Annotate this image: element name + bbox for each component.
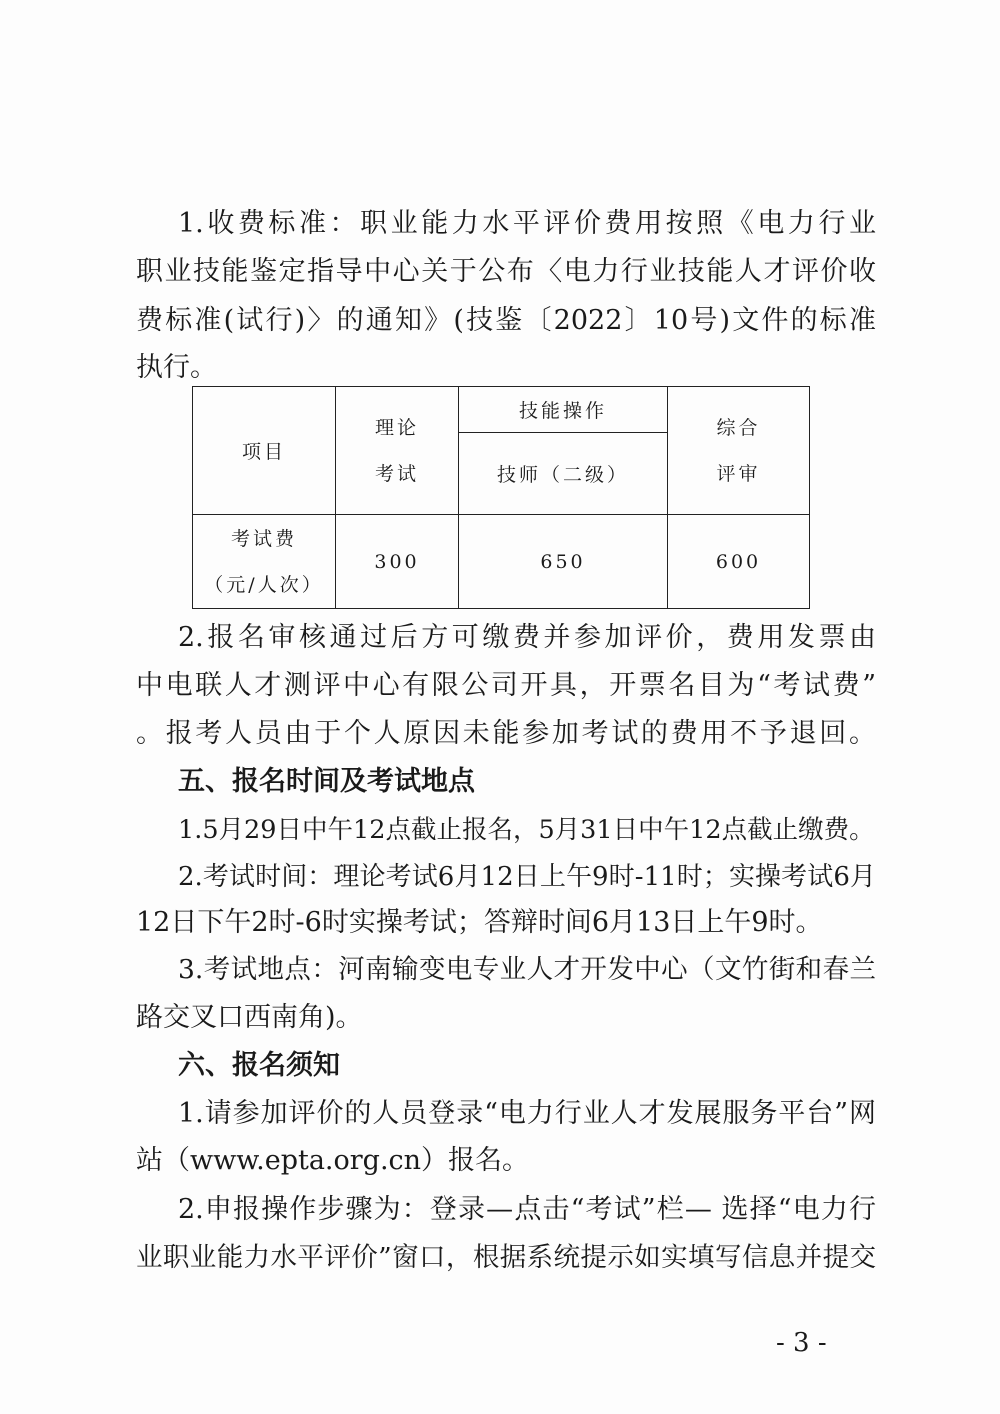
theory-fee: 300 (374, 550, 420, 573)
theory-header-line1: 理论 (374, 416, 419, 439)
paragraph-line: 站（www.epta.org.cn）报名。 (136, 1145, 530, 1176)
section-heading: 五、报名时间及考试地点 (178, 766, 475, 797)
theory-fee-cell (336, 515, 459, 609)
paragraph-line: 执行。 (136, 352, 217, 383)
paragraph-line: 职业技能鉴定指导中心关于公布〈电力行业技能人才评价收 (136, 256, 876, 287)
paragraph-line: 1.收费标准：职业能力水平评价费用按照《电力行业 (178, 208, 876, 239)
theory-header-line2: 考试 (374, 462, 419, 485)
paragraph-line: 费标准(试行)〉的通知》(技鉴〔2022〕10号)文件的标准 (136, 305, 876, 336)
paragraph-line: 路交叉口西南角)。 (136, 1002, 363, 1033)
paragraph-line: 2.考试时间：理论考试6月12日上午9时-11时；实操考试6月 (178, 862, 876, 892)
review-fee-cell (668, 515, 810, 609)
skill-fee: 650 (540, 550, 586, 573)
paragraph-line: 1.5月29日中午12点截止报名，5月31日中午12点截止缴费。 (178, 815, 875, 845)
skill-header: 技能操作 (518, 400, 607, 422)
paragraph-line: 2.报名审核通过后方可缴费并参加评价，费用发票由 (178, 622, 876, 653)
section-heading: 六、报名须知 (178, 1050, 340, 1081)
page-number: - 3 - (776, 1328, 827, 1358)
item-header-cell (193, 387, 336, 515)
review-header-cell (668, 387, 810, 515)
review-fee: 600 (715, 550, 762, 573)
paragraph-line: 1.请参加评价的人员登录“电力行业人才发展服务平台”网 (178, 1098, 876, 1129)
paragraph-line: 业职业能力水平评价”窗口，根据系统提示如实填写信息并提交 (136, 1242, 876, 1273)
paragraph-line: 中电联人才测评中心有限公司开具，开票名目为“考试费” (136, 670, 876, 701)
skill-header-cell (459, 387, 668, 433)
skill-fee-cell (459, 515, 668, 609)
skill-sub-header-cell (459, 433, 668, 515)
paragraph-line: 。报考人员由于个人原因未能参加考试的费用不予退回。 (136, 718, 876, 749)
theory-header-cell (336, 387, 459, 515)
fee-label-cell (193, 515, 336, 609)
fee-table (192, 386, 810, 609)
fee-label-line1: 考试费 (230, 527, 297, 550)
skill-sub-header: 技师（二级） (496, 464, 629, 486)
paragraph-line: 2.申报操作步骤为：登录—点击“考试”栏— 选择“电力行 (178, 1194, 876, 1225)
fee-label-line2: （元/人次） (204, 573, 324, 596)
review-header-line1: 综合 (716, 416, 761, 439)
review-header-line2: 评审 (716, 462, 761, 485)
paragraph-line: 3.考试地点：河南输变电专业人才开发中心（文竹街和春兰 (178, 954, 876, 985)
item-header: 项目 (241, 441, 286, 463)
paragraph-line: 12日下午2时-6时实操考试；答辩时间6月13日上午9时。 (136, 907, 823, 938)
